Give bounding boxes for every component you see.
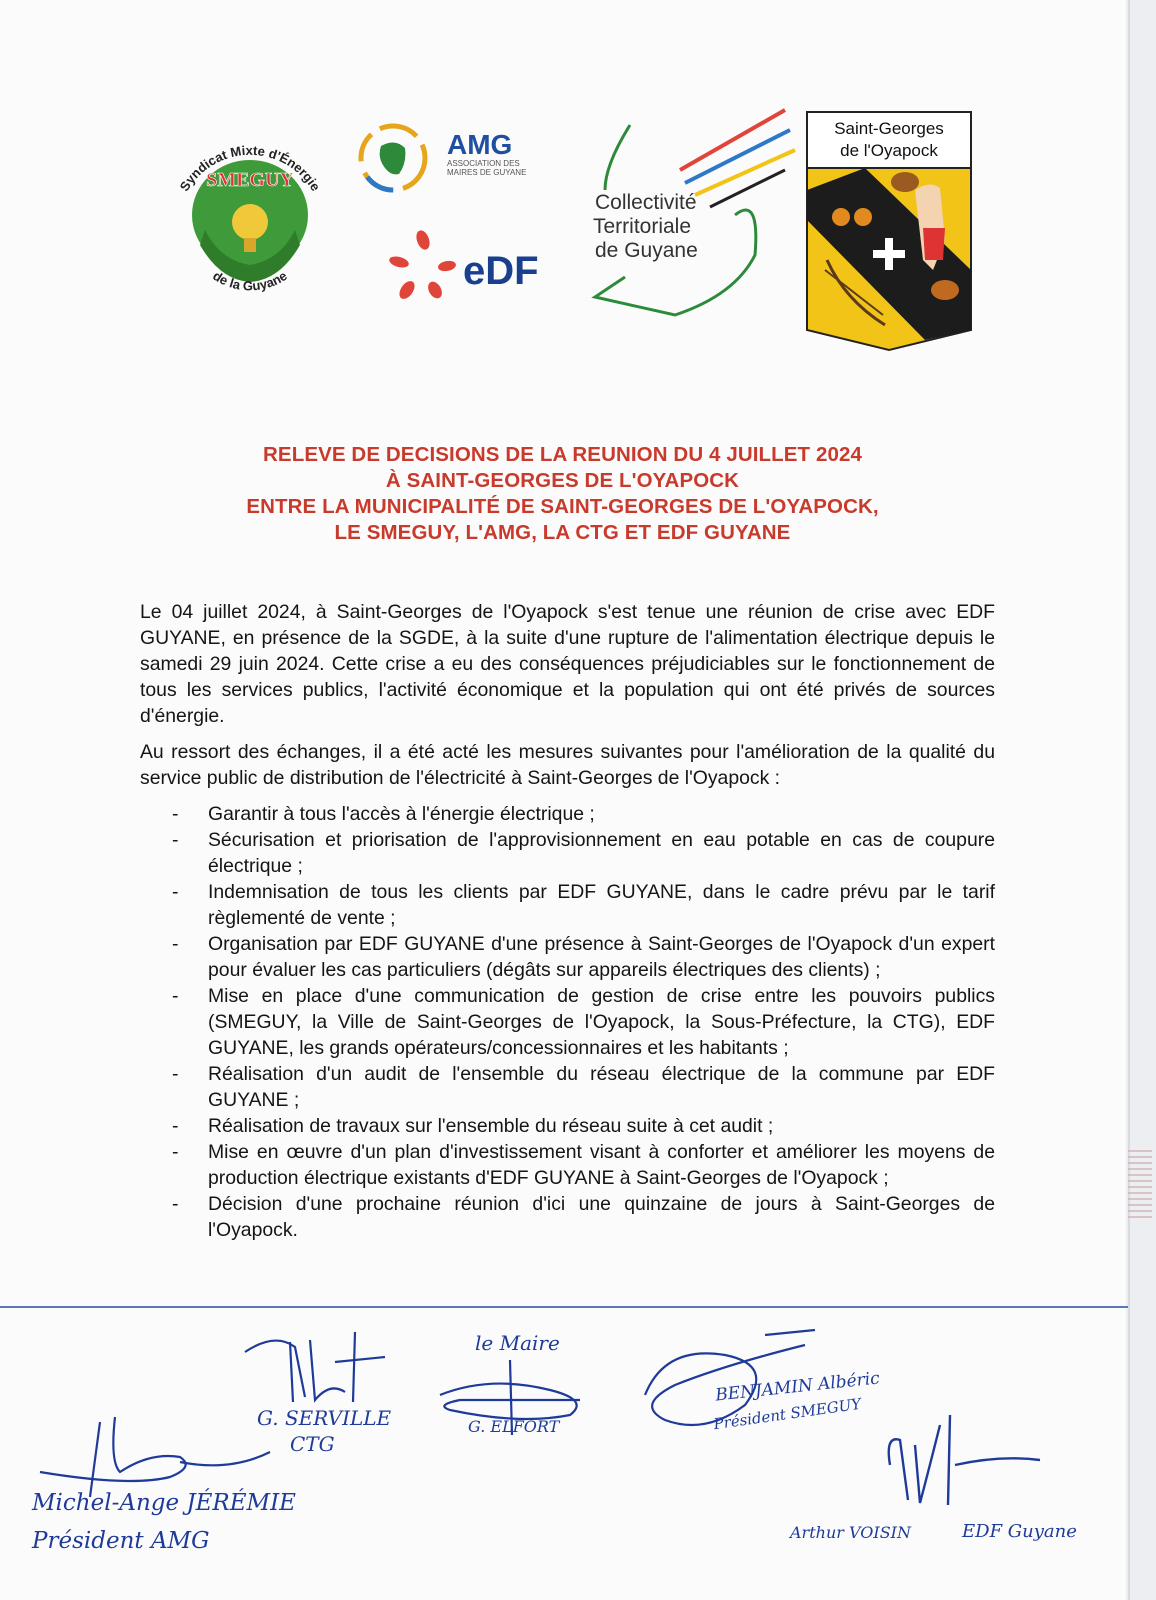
edf-name: eDF	[463, 249, 539, 293]
signature-smeguy-name: BENJAMIN Albéric	[714, 1368, 881, 1406]
commune-line1: Saint-Georges	[834, 119, 944, 138]
signature-ctg-name: G. SERVILLE	[257, 1406, 392, 1430]
measures-list	[140, 801, 995, 1243]
intro-paragraph: Le 04 juillet 2024, à Saint-Georges de l'Oyapock s'est tenue une réunion de crise avec EDF GUYANE, en présence de la SGDE, à la suite d'une rupture de l'alimentation électrique depuis le samedi 29 juin 2024. Cette crise a eu des conséquences préjudiciables sur le fonctionnement de tous les services publics, l'activité économique et la population qui ont été privés de sources d'énergie.	[140, 601, 995, 727]
smeguy-top-text: Syndicat Mixte d'Énergie	[176, 142, 324, 194]
amg-name: AMG	[447, 129, 513, 160]
signature-edf-name: Arthur VOISIN	[790, 1523, 911, 1542]
amg-logo	[355, 118, 555, 198]
signature-smeguy-role: Président SMEGUY	[712, 1394, 863, 1434]
list-item: - Organisation par EDF GUYANE d'une présence à Saint-Georges de l'Oyapock d'un expert pour évaluer les cas particuliers (dégâts sur appareils électriques des clients) ;	[140, 931, 995, 983]
title-line2: À SAINT-GEORGES DE L'OYAPOCK	[385, 469, 740, 492]
ctg-line2: Territoriale	[593, 215, 692, 238]
list-item: - Sécurisation et priorisation de l'approvisionnement en eau potable en cas de coupure électrique ;	[140, 827, 995, 879]
list-item: - Mise en place d'une communication de gestion de crise entre les pouvoirs publics (SMEGUY, la Ville de Saint-Georges de l'Oyapock, la Sous-Préfecture, la CTG), EDF GUYANE, les grands opérateurs/concessionnaires et les habitants ;	[140, 983, 995, 1061]
signature-divider	[0, 1306, 1128, 1308]
ctg-line1: Collectivité	[595, 191, 697, 214]
commune-line2: de l'Oyapock	[840, 141, 938, 160]
signature-mayor-role: le Maire	[475, 1331, 560, 1355]
svg-text:SMEGUY	[206, 169, 294, 191]
signature-amg-role: Président AMG	[32, 1528, 210, 1554]
title-line3: ENTRE LA MUNICIPALITÉ DE SAINT-GEORGES DE L'OYAPOCK,	[246, 495, 879, 518]
list-item: - Décision d'une prochaine réunion d'ici une quinzaine de jours à Saint-Georges de l'Oyapock.	[140, 1191, 995, 1243]
signature-mayor-name: G. ELFORT	[468, 1417, 560, 1436]
page-edge-marks	[1128, 1150, 1152, 1220]
ctg-logo	[585, 105, 805, 325]
smeguy-name: SMEGUY	[206, 169, 294, 191]
amg-sub2: MAIRES DE GUYANE	[447, 168, 527, 177]
edf-logo	[385, 228, 560, 308]
smeguy-bottom-text: de la Guyane	[210, 268, 290, 294]
signature-ctg	[235, 1322, 395, 1456]
amg-sub1: ASSOCIATION DES	[447, 159, 520, 168]
list-item: - Indemnisation de tous les clients par EDF GUYANE, dans le cadre prévu par le tarif règlementé de vente ;	[140, 879, 995, 931]
list-item: - Garantir à tous l'accès à l'énergie électrique ;	[140, 801, 995, 827]
page-edge	[1126, 0, 1156, 1600]
document-body	[140, 599, 995, 1243]
document-title	[140, 442, 985, 546]
signature-edf-org: EDF Guyane	[962, 1521, 1077, 1542]
signature-ctg-org: CTG	[290, 1432, 335, 1456]
signature-edf	[790, 1405, 1077, 1542]
signature-amg	[30, 1412, 296, 1554]
page-edge-line	[1128, 0, 1130, 1600]
commune-coat-of-arms	[805, 110, 975, 355]
signature-amg-name: Michel-Ange JÉRÉMIE	[32, 1490, 296, 1516]
title-line4: LE SMEGUY, L'AMG, LA CTG ET EDF GUYANE	[334, 521, 791, 544]
smeguy-logo	[150, 110, 350, 310]
list-item: - Réalisation d'un audit de l'ensemble du réseau électrique de la commune par EDF GUYANE ;	[140, 1061, 995, 1113]
title-line1: RELEVE DE DECISIONS DE LA REUNION DU 4 JUILLET 2024	[263, 443, 862, 466]
list-item: - Mise en œuvre d'un plan d'investissement visant à conforter et améliorer les moyens de production électrique existants d'EDF GUYANE à Saint-Georges de l'Oyapock ;	[140, 1139, 995, 1191]
measures-intro-paragraph: Au ressort des échanges, il a été acté les mesures suivantes pour l'amélioration de la qualité du service public de distribution de l'électricité à Saint-Georges de l'Oyapock :	[140, 741, 995, 789]
list-item: - Réalisation de travaux sur l'ensemble du réseau suite à cet audit ;	[140, 1113, 995, 1139]
ctg-line3: de Guyane	[595, 239, 698, 262]
